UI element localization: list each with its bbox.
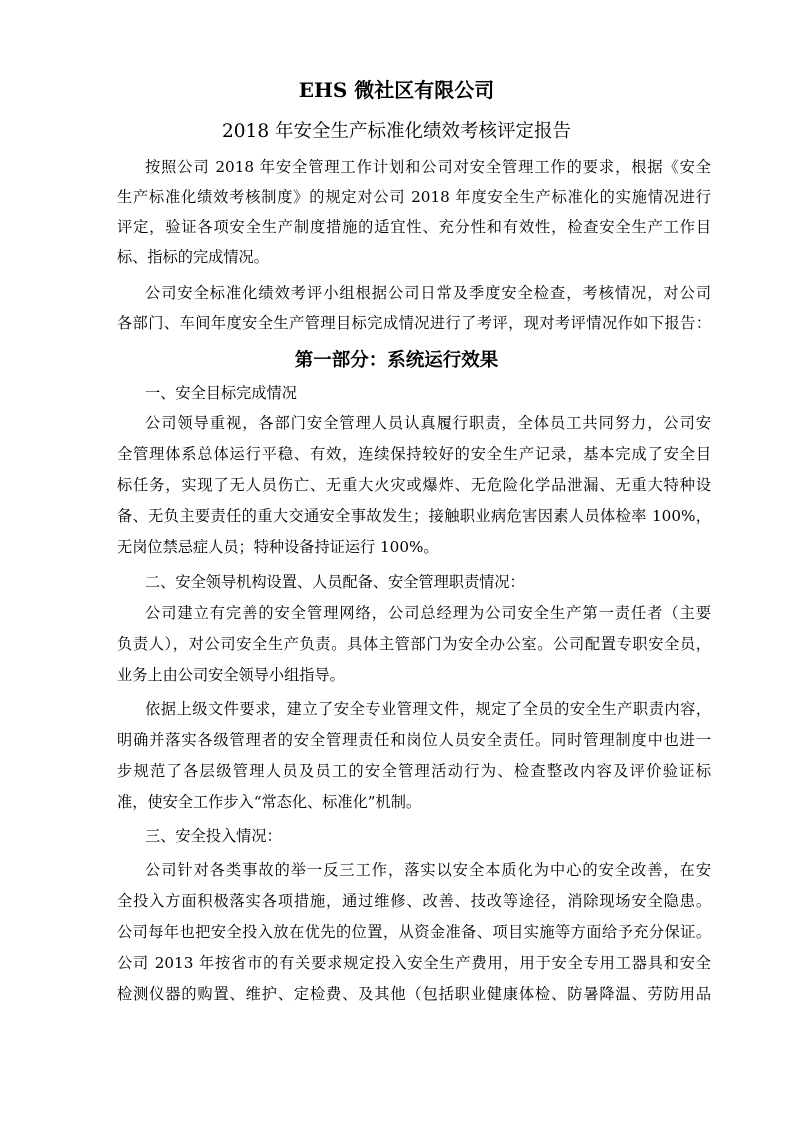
text-line: 依据上级文件要求，建立了安全专业管理文件，规定了全员的安全生产职责内容，: [145, 700, 711, 718]
text-line: 公司建立有完善的安全管理网络，公司总经理为公司安全生产第一责任者（主要: [145, 604, 711, 622]
text-line: 全管理体系总体运行平稳、有效，连续保持较好的安全生产记录，基本完成了安全目: [117, 445, 711, 463]
text-line: 一、安全目标完成情况: [145, 384, 297, 402]
text-line: 生产标准化绩效考核制度》的规定对公司 2018 年度安全生产标准化的实施情况进行: [117, 188, 711, 206]
text-line: 负责人），对公司安全生产负责。具体主管部门为安全办公室。公司配置专职安全员，: [117, 635, 711, 653]
text-line: 公司领导重视，各部门安全管理人员认真履行职责，全体员工共同努力，公司安: [145, 414, 711, 432]
text-line: 公司 2013 年按省市的有关要求规定投入安全生产费用，用于安全专用工器具和安全: [117, 954, 711, 972]
text-line: 全投入方面积极落实各项措施，通过维修、改善、技改等途径，消除现场安全隐患。: [117, 892, 711, 910]
text-line: 公司针对各类事故的举一反三工作，落实以安全本质化为中心的安全改善，在安: [145, 861, 711, 879]
text-line: 三、安全投入情况：: [145, 827, 282, 845]
text-line: 标任务，实现了无人员伤亡、无重大火灾或爆炸、无危险化学品泄漏、无重大特种设: [117, 476, 711, 494]
text-line: 备、无负主要责任的重大交通安全事故发生；接触职业病危害因素人员体检率 100%，: [117, 507, 711, 525]
text-line: 检测仪器的购置、维护、定检费、及其他（包括职业健康体检、防暑降温、劳防用品: [117, 985, 711, 1003]
text-line: 无岗位禁忌症人员；特种设备持证运行 100%。: [117, 538, 439, 556]
text-line: 评定，验证各项安全生产制度措施的适宜性、充分性和有效性，检查安全生产工作目: [117, 218, 711, 236]
text-line: 步规范了各层级管理人员及员工的安全管理活动行为、检查整改内容及评价验证标: [117, 762, 711, 780]
text-line: 各部门、车间年度安全生产管理目标完成情况进行了考评，现对考评情况作如下报告：: [117, 314, 711, 332]
text-line: 业务上由公司安全领导小组指导。: [117, 666, 345, 684]
company-title: EHS 微社区有限公司: [298, 78, 495, 102]
text-line: 准，使安全工作步入“常态化、标准化”机制。: [117, 793, 422, 811]
text-line: 公司安全标准化绩效考评小组根据公司日常及季度安全检查，考核情况，对公司: [145, 284, 711, 302]
text-line: 公司每年也把安全投入放在优先的位置，从资金准备、项目实施等方面给予充分保证。: [117, 923, 711, 941]
text-line: 按照公司 2018 年安全管理工作计划和公司对安全管理工作的要求，根据《安全: [145, 158, 711, 176]
report-title: 2018 年安全生产标准化绩效考核评定报告: [222, 121, 571, 142]
text-line: 二、安全领导机构设置、人员配备、安全管理职责情况：: [145, 573, 525, 591]
text-line: 标、指标的完成情况。: [117, 248, 269, 266]
text-line: 明确并落实各级管理者的安全管理责任和岗位人员安全责任。同时管理制度中也进一: [117, 731, 711, 749]
section-heading: 第一部分：系统运行效果: [294, 350, 499, 371]
